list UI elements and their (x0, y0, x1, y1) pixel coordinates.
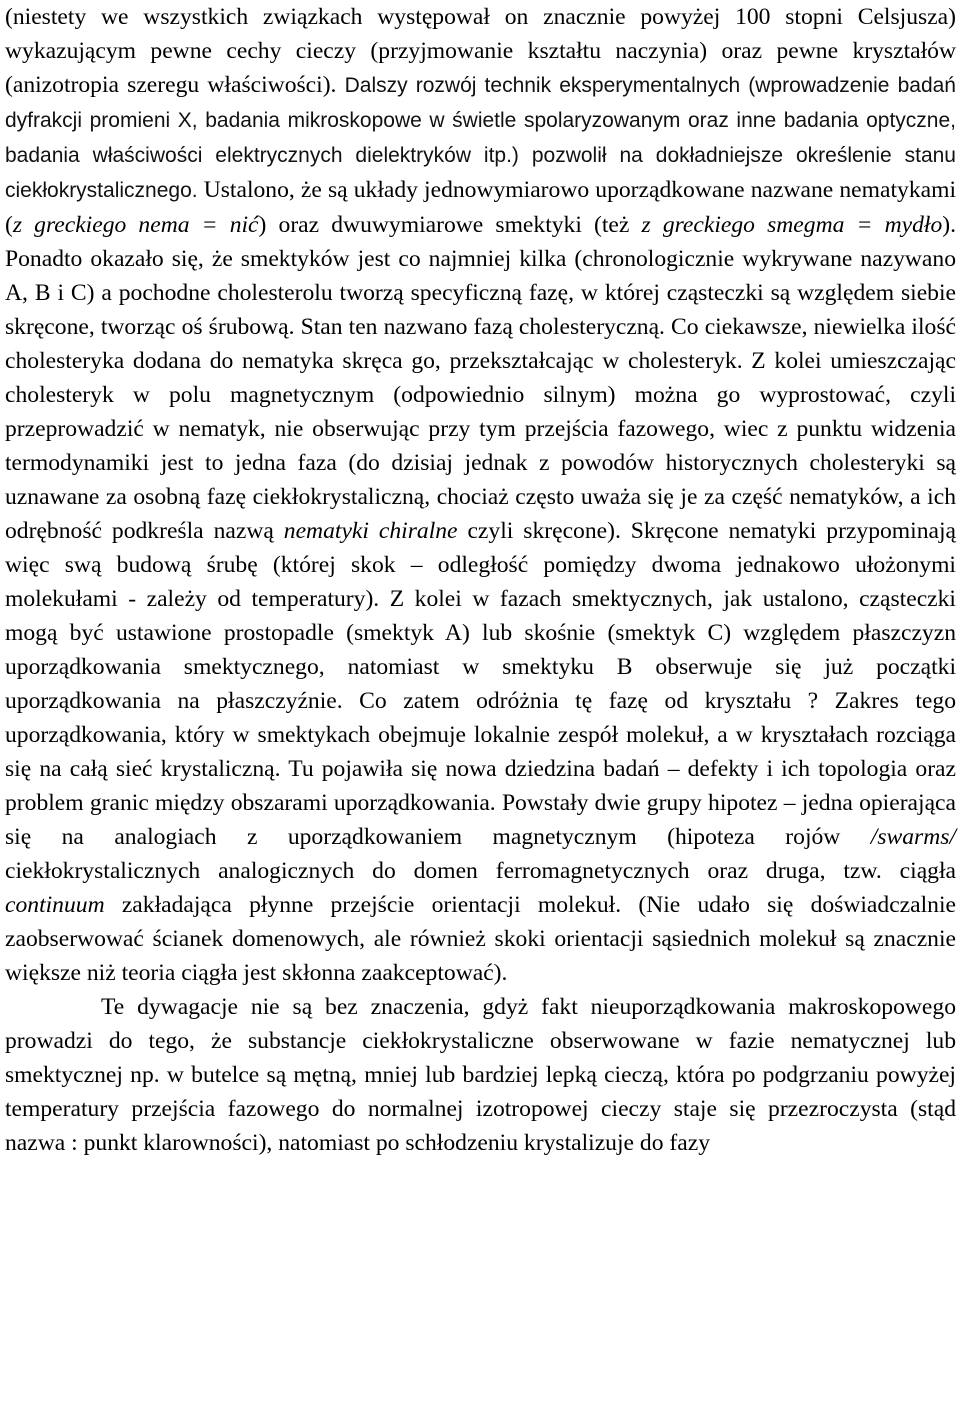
paragraph-1 (5, 0, 956, 990)
text-span: Dalszy rozwój technik eksperymentalnych (wprowadzenie badań dyfrakcji promieni X, badania mikroskopowe w świetle spolaryzowanym oraz inne badania optyczne, badania właściwości elektrycznych dielektryków itp.) pozwolił na dokładniejsze określenie stanu ciekłokrystalicznego. (5, 74, 956, 202)
text-span: zakładająca płynne przejście orientacji molekuł. (Nie udało się doświadczalnie zaobserwować ścianek domenowych, ale również skoki orientacji sąsiednich molekuł są znacznie większe niż teoria ciągła jest skłonna zaakceptować). (5, 892, 956, 986)
italic-span: z greckiego smegma = mydło (641, 212, 943, 238)
text-span: czyli skręcone). Skręcone nematyki przypominają więc swą budową śrubę (której skok – odległość pomiędzy dwoma jednakowo ułożonymi molekułami - zależy od temperatury). Z kolei w fazach smektycznych, jak ustalono, cząsteczki mogą być ustawione prostopadle (smektyk A) lub skośnie (smektyk C) względem płaszczyzn uporządkowania smektycznego, natomiast w smektyku B obserwuje się już początki uporządkowania na płaszczyźnie. Co zatem odróżnia tę fazę od kryształu ? Zakres tego uporządkowania, który w smektykach obejmuje lokalnie zespół molekuł, a w kryształach rozciąga się na całą sieć krystaliczną. Tu pojawiła się nowa dziedzina badań – defekty i ich topologia oraz problem granic między obszarami uporządkowania. Powstały dwie grupy hipotez – jedna opierająca się na analogiach z uporządkowaniem magnetycznym (hipoteza rojów (5, 518, 956, 850)
italic-span: continuum (5, 892, 105, 918)
text-span: Te dywagacje nie są bez znaczenia, gdyż fakt nieuporządkowania makroskopowego prowadzi do tego, że substancje ciekłokrystaliczne obserwowane w fazie nematycznej lub smektycznej np. w butelce są mętną, mniej lub bardziej lepką cieczą, która po podgrzaniu powyżej temperatury przejścia fazowego do normalnej izotropowej cieczy staje się przezroczysta (stąd nazwa : punkt klarowności), natomiast po schłodzeniu krystalizuje do fazy (5, 994, 956, 1156)
italic-span: /swarms/ (870, 824, 956, 850)
italic-span: z greckiego nema = nić (12, 212, 259, 238)
text-span: (niestety we wszystkich związkach występował on znacznie powyżej 100 stopni Celsjusza) wykazującym pewne cechy cieczy (przyjmowanie kształtu naczynia) oraz pewne kryształów (anizotropia szeregu właściwości). (5, 4, 956, 98)
text-span: Ustalono, że są układy jednowymiarowo uporządkowane nazwane nematykami ( (5, 177, 956, 238)
paragraph-2 (5, 990, 956, 1160)
text-span: ). Ponadto okazało się, że smektyków jest co najmniej kilka (chronologicznie wykrywane nazywano A, B i C) a pochodne cholesterolu tworzą specyficzną fazę, w której cząsteczki są względem siebie skręcone, tworząc oś śrubową. Stan ten nazwano fazą cholesteryczną. Co ciekawsze, niewielka ilość cholesteryka dodana do nematyka skręca go, przekształcając w cholesteryk. Z kolei umieszczając cholesteryk w polu magnetycznym (odpowiednio silnym) można go wyprostować, czyli przeprowadzić w nematyk, nie obserwując przy tym przejścia fazowego, wiec z punktu widzenia termodynamiki jest to jedna faza (do dzisiaj jednak z powodów historycznych cholesteryki są uznawane za osobną fazę ciekłokrystaliczną, chociaż często uważa się je za część nematyków, a ich odrębność podkreśla nazwą (5, 212, 957, 544)
italic-span: nematyki chiralne (283, 518, 458, 544)
text-span: ciekłokrystalicznych analogicznych do domen ferromagnetycznych oraz druga, tzw. ciągła (5, 858, 956, 884)
text-span: ) oraz dwuwymiarowe smektyki (też (258, 212, 642, 238)
